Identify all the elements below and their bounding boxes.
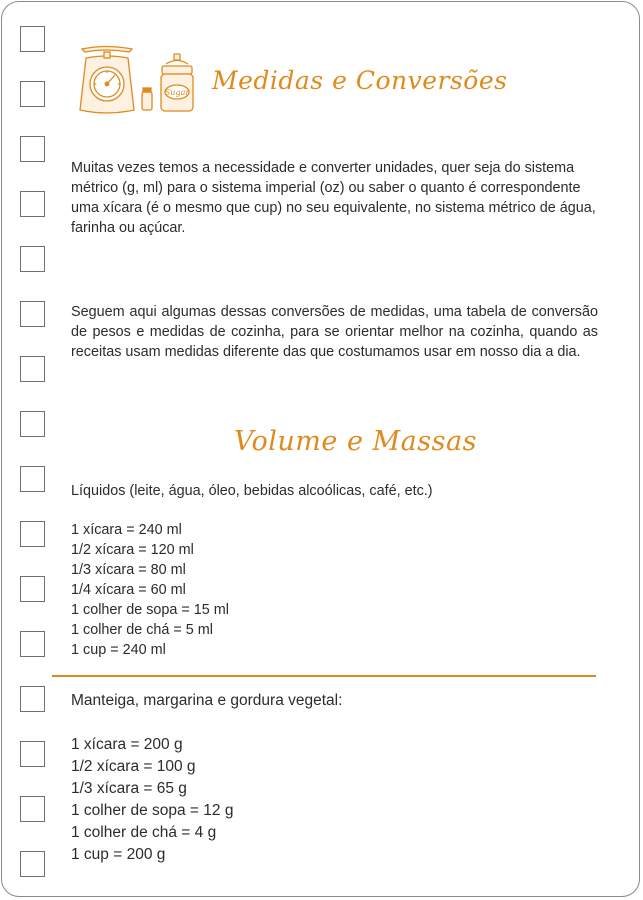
binder-hole <box>20 466 45 492</box>
binder-hole <box>20 576 45 602</box>
list-item: 1/3 xícara = 80 ml <box>71 562 186 578</box>
binder-hole <box>20 411 45 437</box>
page-title: Medidas e Conversões <box>212 66 508 95</box>
list-item: 1/4 xícara = 60 ml <box>71 582 186 598</box>
notebook-page <box>1 1 640 897</box>
binder-hole <box>20 26 45 52</box>
binder-hole <box>20 81 45 107</box>
liquids-list <box>71 520 229 660</box>
fats-heading: Manteiga, margarina e gordura vegetal: <box>71 692 343 709</box>
list-item: 1 colher de chá = 4 g <box>71 824 217 841</box>
list-item: 1/3 xícara = 65 g <box>71 780 187 797</box>
kitchen-scale-and-sugar-jar-icon <box>74 42 204 120</box>
binder-hole <box>20 301 45 327</box>
fats-list <box>71 734 233 866</box>
list-item: 1 cup = 240 ml <box>71 642 166 658</box>
list-item: 1 colher de sopa = 12 g <box>71 802 234 819</box>
binder-hole <box>20 631 45 657</box>
binder-hole <box>20 851 45 877</box>
intro-paragraph: Seguem aqui algumas dessas conversões de medidas, uma tabela de conversão de pesos e medidas de cozinha, para se orientar melhor na cozinha, quando as receitas usam medidas diferente das que costumamos usar em nosso dia a dia. <box>71 304 598 360</box>
jar-label: Sugar <box>164 88 190 97</box>
list-item: 1 colher de chá = 5 ml <box>71 622 213 638</box>
binder-hole <box>20 796 45 822</box>
list-item: 1 xícara = 240 ml <box>71 522 182 538</box>
section-divider <box>52 675 596 677</box>
binder-hole <box>20 136 45 162</box>
list-item: 1 cup = 200 g <box>71 846 166 863</box>
list-item: 1/2 xícara = 100 g <box>71 758 196 775</box>
binder-hole <box>20 741 45 767</box>
list-item: 1/2 xícara = 120 ml <box>71 542 194 558</box>
intro-paragraph: Muitas vezes temos a necessidade e converter unidades, quer seja do sistema métrico (g, ml) para o sistema imperial (oz) ou saber o quanto é correspondente uma xícara (é o mesmo que cup) no seu equivalente, no sistema métrico de água, farinha ou açúcar. <box>71 160 596 236</box>
list-item: 1 colher de sopa = 15 ml <box>71 602 229 618</box>
binder-hole <box>20 686 45 712</box>
liquids-heading: Líquidos (leite, água, óleo, bebidas alcoólicas, café, etc.) <box>71 483 433 499</box>
binder-hole <box>20 246 45 272</box>
binder-hole <box>20 521 45 547</box>
binder-hole <box>20 356 45 382</box>
binder-hole <box>20 191 45 217</box>
list-item: 1 xícara = 200 g <box>71 736 183 753</box>
section-title: Volume e Massas <box>234 426 477 457</box>
